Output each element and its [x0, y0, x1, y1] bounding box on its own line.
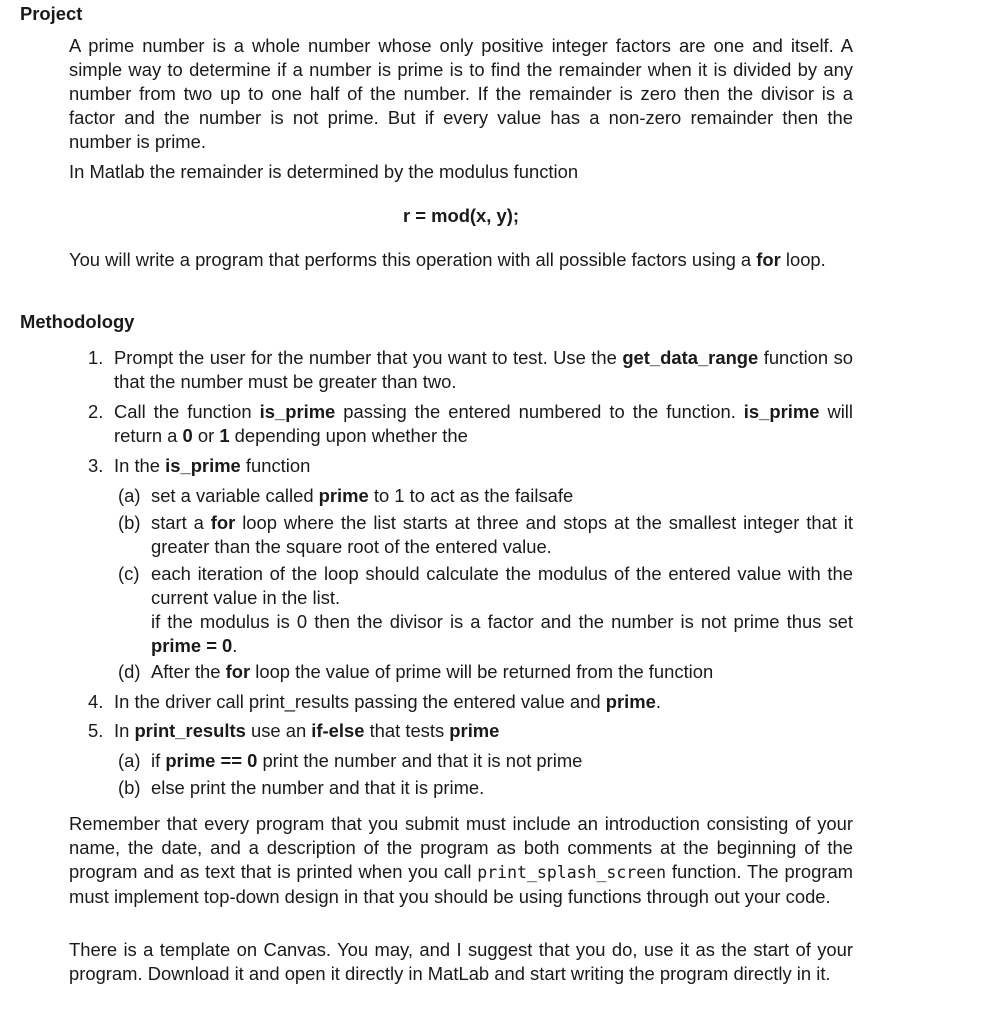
step-bold: print_results [134, 720, 246, 741]
step-bold: is_prime [259, 401, 336, 422]
sub-label: (b) [118, 777, 141, 798]
step-text: In the driver call print_results passing the entered value and [114, 691, 606, 712]
sub-bold: prime == 0 [165, 750, 258, 771]
step-5 [88, 719, 853, 743]
step-text: Call the function [114, 401, 260, 422]
step-bold: if-else [311, 720, 365, 741]
step-number: 2. [88, 401, 104, 422]
step-number: 5. [88, 720, 104, 741]
intro-text: A prime number is a whole number whose only positive integer factors are one and itself. A simple way to determine if a number is prime is to find the remainder when it is divided by any number from two up to one half of the number. If the remainder is zero then the divisor is a factor and the number is not prime. But if every value has a non-zero remainder then the number is prime. [69, 35, 853, 152]
matlab-line: In Matlab the remainder is determined by the modulus function [69, 161, 579, 182]
sub-text: if the modulus is 0 then the divisor is a factor and the number is not prime thus set [151, 611, 853, 632]
step-bold: 1 [219, 425, 230, 446]
program-text-1: You will write a program that performs this operation with all possible factors using a [69, 249, 757, 270]
sub-text: to 1 to act as the failsafe [368, 485, 574, 506]
template-note-text: There is a template on Canvas. You may, and I suggest that you do, use it as the start of your program. Download it and open it directly in MatLab and start writing the program directly in it. [69, 939, 853, 984]
step-bold: prime [449, 720, 500, 741]
step-3d [118, 660, 853, 684]
remember-text: function. The program must implement top-down design in that you should be using functions through out your code. [69, 861, 854, 907]
sub-label: (b) [118, 512, 141, 533]
sub-bold: for [210, 512, 236, 533]
sub-text: loop the value of prime will be returned from the function [250, 661, 714, 682]
step-3 [88, 454, 853, 478]
methodology-heading: Methodology [20, 311, 135, 332]
step-number: 4. [88, 691, 104, 712]
step-3a [118, 484, 853, 508]
step-text: that tests [364, 720, 450, 741]
step-text: . [655, 691, 661, 712]
step-2 [88, 400, 853, 448]
step-text: use an [245, 720, 312, 741]
step-bold: get_data_range [622, 347, 759, 368]
sub-text: else print the number and that it is prime. [151, 777, 485, 798]
step-5a [118, 749, 853, 773]
program-text-2: loop. [780, 249, 826, 270]
step-3c [118, 562, 853, 658]
step-bold: is_prime [743, 401, 820, 422]
project-intro [69, 34, 853, 154]
step-text: will return a [114, 401, 853, 446]
step-text: depending upon whether the [229, 425, 468, 446]
step-number: 1. [88, 347, 104, 368]
step-text: passing the entered numbered to the function. [335, 401, 744, 422]
sub-text: start a [151, 512, 211, 533]
sub-bold: prime [318, 485, 369, 506]
step-text: Prompt the user for the number that you want to test. Use the [114, 347, 623, 368]
step-text: function [240, 455, 311, 476]
step-bold: 0 [182, 425, 193, 446]
sub-label: (c) [118, 563, 140, 584]
sub-bold: for [225, 661, 251, 682]
sub-text: loop where the list starts at three and stops at the smallest integer that it greater than the square root of the entered value. [151, 512, 853, 557]
sub-text: if [151, 750, 166, 771]
step-text: In [114, 720, 135, 741]
step-bold: is_prime [165, 455, 241, 476]
sub-text: set a variable called [151, 485, 319, 506]
sub-bold: prime = 0 [151, 635, 233, 656]
sub-label: (a) [118, 750, 141, 771]
step-5b [118, 776, 853, 800]
remember-text: Remember that every program that you submit must include an introduction consisting of your name, the date, and a description of the program as both comments at the beginning of the program and as text that is printed when you call [69, 813, 853, 882]
template-note [69, 938, 853, 986]
step-number: 3. [88, 455, 104, 476]
splash-screen-code: print_splash_screen [477, 863, 667, 882]
step-text: In the [114, 455, 166, 476]
sub-text: . [232, 635, 238, 656]
sub-label: (d) [118, 661, 141, 682]
step-text: function so that the number must be greater than two. [114, 347, 853, 392]
sub-text: each iteration of the loop should calculate the modulus of the entered value with the current value in the list. [151, 563, 853, 608]
step-bold: prime [605, 691, 656, 712]
program-bold-for: for [756, 249, 781, 270]
sub-text: After the [151, 661, 226, 682]
sub-text: print the number and that it is not prime [257, 750, 583, 771]
program-description [69, 248, 853, 272]
step-1 [88, 346, 853, 394]
step-4 [88, 690, 853, 714]
step-3b [118, 511, 853, 559]
sub-label: (a) [118, 485, 141, 506]
step-text: or [192, 425, 220, 446]
remember-paragraph [69, 812, 853, 909]
project-heading: Project [20, 3, 83, 24]
mod-formula: r = mod(x, y); [403, 205, 519, 226]
